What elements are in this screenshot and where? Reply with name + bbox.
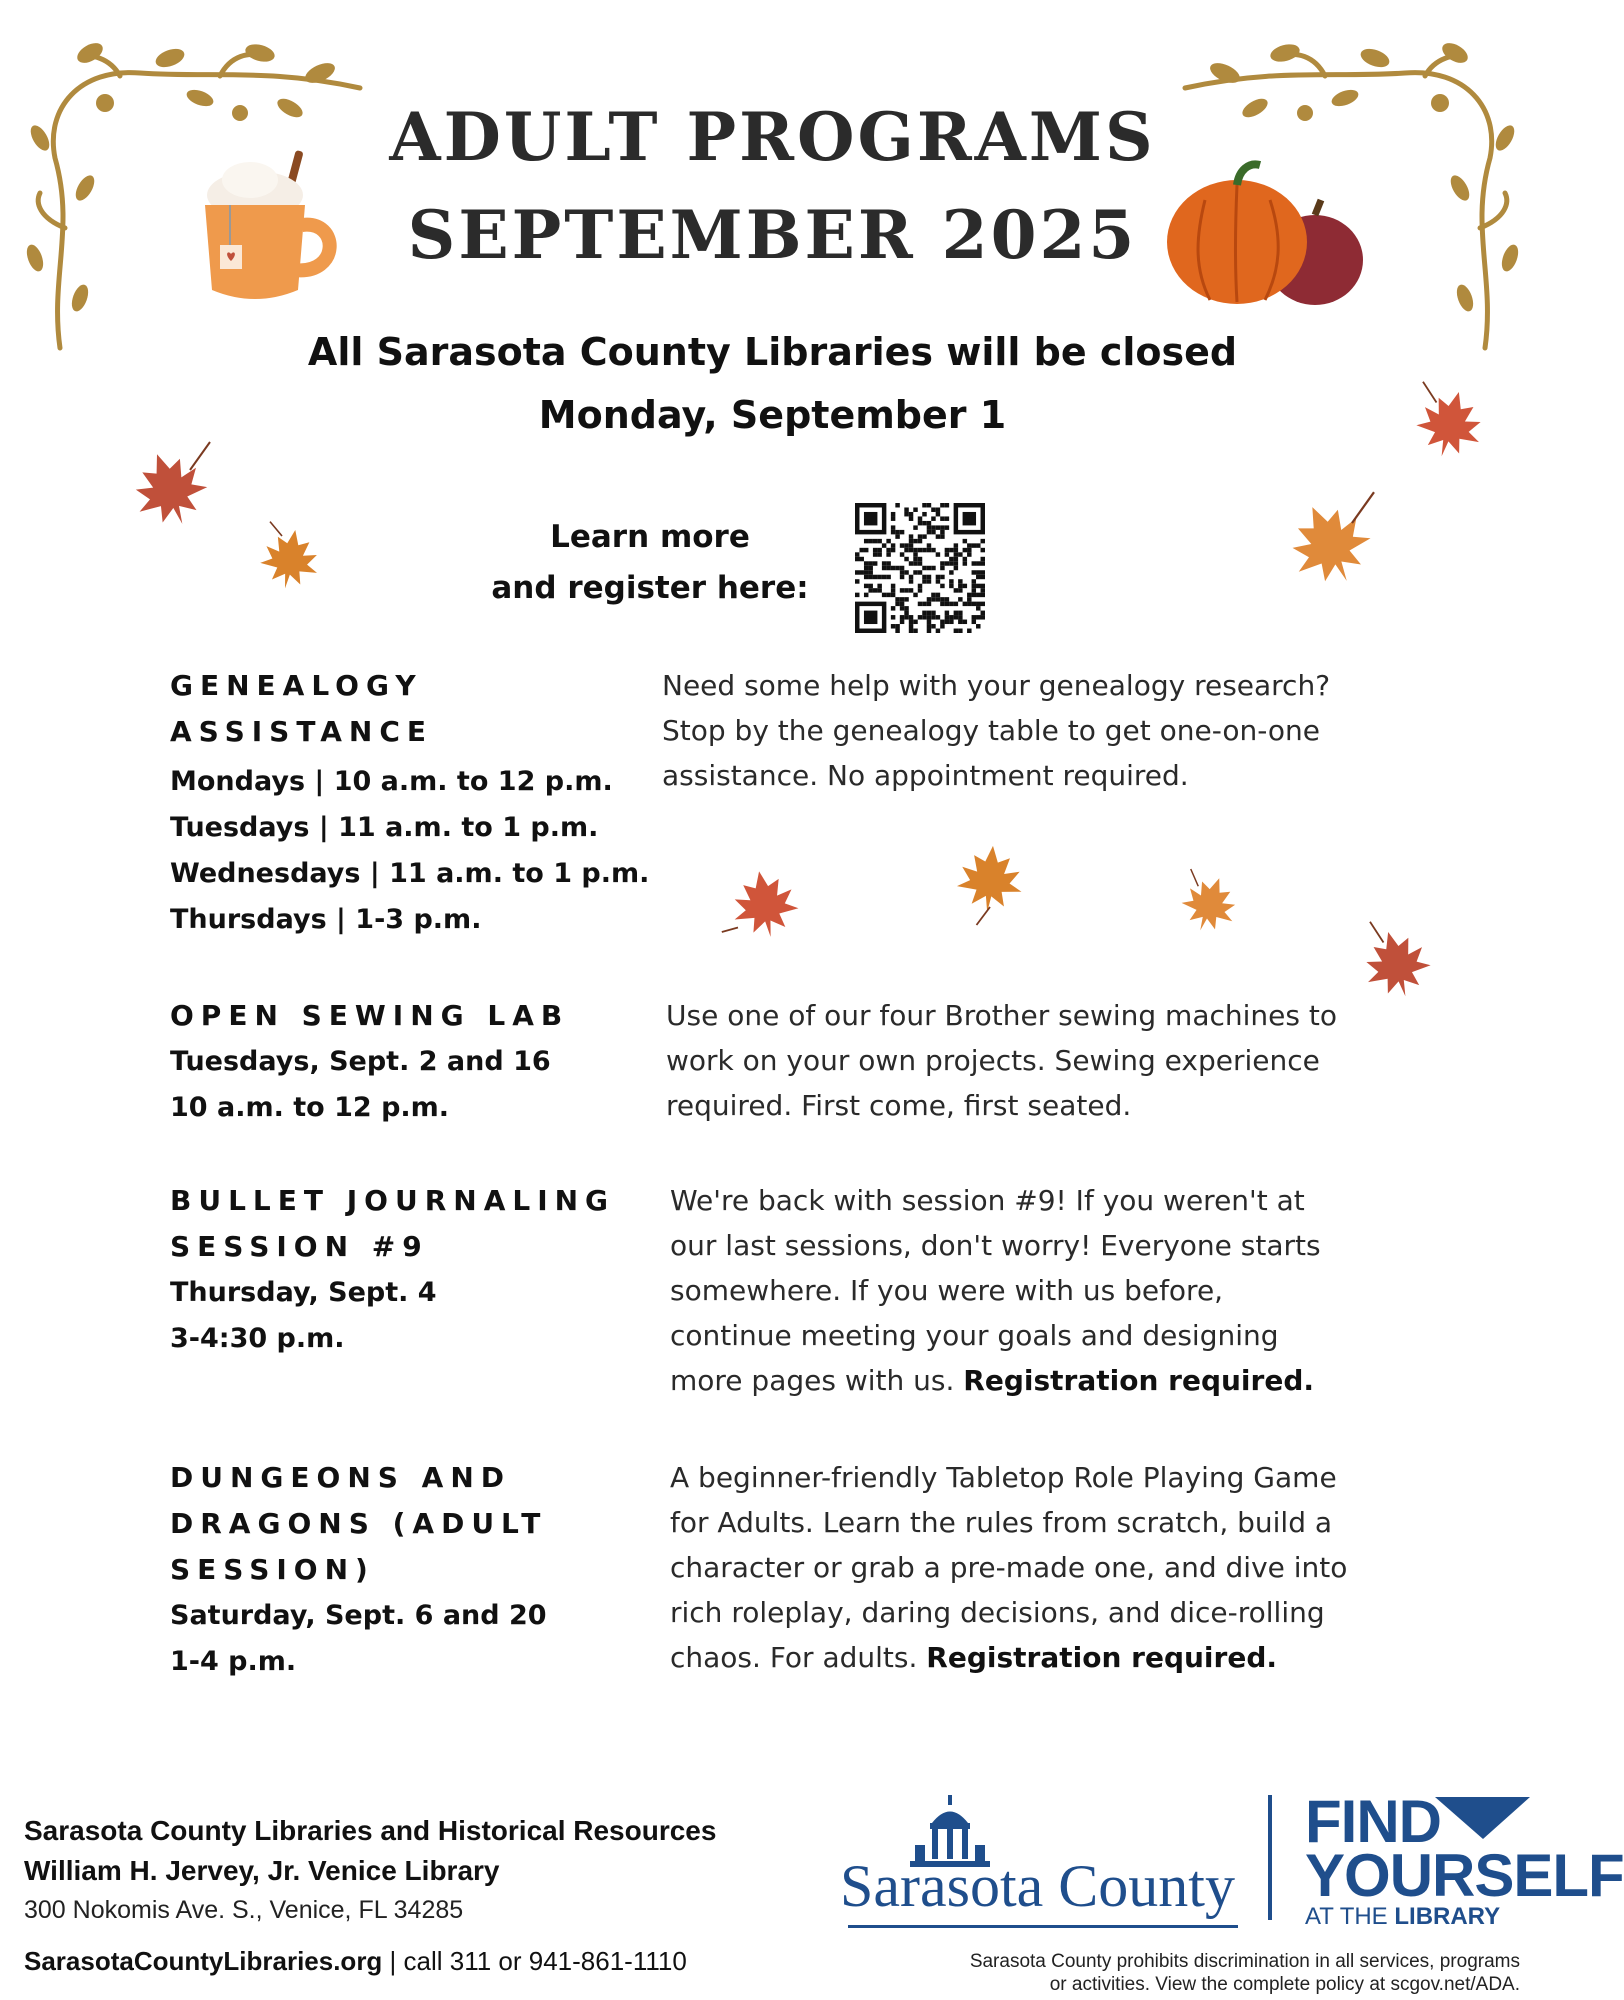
- program-time: Thursdays | 1-3 p.m.: [170, 904, 482, 935]
- maple-leaf-icon: [250, 520, 330, 600]
- page-title-line1: ADULT PROGRAMS: [389, 98, 1156, 176]
- program-times-dnd: [0, 1593, 547, 1685]
- find-yourself-logo: [1305, 1788, 1624, 1931]
- program-desc-bullet-journal: [670, 1178, 1330, 1403]
- closure-notice-line1: All Sarasota County Libraries will be closed: [307, 330, 1238, 374]
- disclaimer-line2[interactable]: or activities. View the complete policy at scgov.net/ADA.: [1049, 1974, 1520, 1995]
- maple-leaf-icon: [1352, 920, 1442, 1010]
- footer-library-name: William H. Jervey, Jr. Venice Library: [24, 1855, 500, 1886]
- registration-required: Registration required.: [963, 1364, 1314, 1397]
- program-desc-text: A beginner-friendly Tabletop Role Playing Game for Adults. Learn the rules from scratch, build a character or grab a pre-made one, and dive into rich roleplay, daring decisions, and dice-rolling chaos. For adults.: [670, 1461, 1348, 1674]
- maple-leaf-icon: [720, 860, 810, 950]
- closure-notice-line2: Monday, September 1: [538, 393, 1007, 437]
- qr-code-icon[interactable]: [855, 503, 985, 633]
- program-times-genealogy: [0, 759, 650, 943]
- program-times-bullet-journal: [0, 1270, 480, 1362]
- program-time: Tuesdays | 11 a.m. to 1 p.m.: [170, 812, 599, 843]
- county-logo-text: Sarasota County: [840, 1853, 1235, 1919]
- page-title-line2: SEPTEMBER 2025: [407, 196, 1138, 274]
- footer-phone: | call 311 or 941-861-1110: [382, 1946, 687, 1976]
- registration-required: Registration required.: [926, 1641, 1277, 1674]
- disclaimer-line1: Sarasota County prohibits discrimination in all services, programs: [969, 1951, 1520, 1972]
- ada-disclaimer: [900, 1950, 1520, 1996]
- program-title-bullet-journal: BULLET JOURNALING SESSION #9: [170, 1184, 616, 1263]
- county-logo-underline: [848, 1925, 1238, 1928]
- register-line1: Learn more: [550, 519, 750, 555]
- program-desc-sewing: Use one of our four Brother sewing machines to work on your own projects. Sewing experience required. First come, first seated.: [666, 999, 1337, 1122]
- footer-org-name: Sarasota County Libraries and Historical Resources: [24, 1815, 717, 1846]
- program-title-sewing: OPEN SEWING LAB: [170, 999, 570, 1032]
- maple-leaf-icon: [1172, 865, 1247, 945]
- register-prompt: [430, 512, 870, 614]
- program-time: 1-4 p.m.: [170, 1646, 297, 1677]
- register-line2: and register here:: [491, 570, 809, 606]
- find-yourself-line1: FIND: [1305, 1788, 1441, 1855]
- footer-contact: [24, 1946, 687, 1977]
- program-time: Saturday, Sept. 6 and 20: [170, 1600, 547, 1631]
- program-times-sewing: [0, 1039, 551, 1131]
- library-text: LIBRARY: [1394, 1903, 1501, 1930]
- program-time: Tuesdays, Sept. 2 and 16: [170, 1046, 551, 1077]
- footer-divider: [1268, 1795, 1272, 1920]
- program-title-dnd: DUNGEONS AND DRAGONS (ADULT SESSION): [170, 1461, 548, 1586]
- program-desc-text: We're back with session #9! If you weren't at our last sessions, don't worry! Everyone starts somewhere. If you were with us before, continue meeting your goals and designing more pages with us.: [670, 1184, 1321, 1397]
- program-time: Mondays | 10 a.m. to 12 p.m.: [170, 766, 613, 797]
- program-title-genealogy: GENEALOGY ASSISTANCE: [170, 669, 434, 748]
- maple-leaf-icon: [120, 440, 220, 540]
- find-yourself-line2: YOURSELF: [1305, 1842, 1624, 1909]
- maple-leaf-icon: [945, 830, 1035, 930]
- program-time: Thursday, Sept. 4: [170, 1277, 437, 1308]
- footer-website-link[interactable]: SarasotaCountyLibraries.org: [24, 1946, 383, 1976]
- maple-leaf-icon: [1275, 490, 1385, 600]
- program-time: 3-4:30 p.m.: [170, 1323, 345, 1354]
- program-desc-genealogy: Need some help with your genealogy research? Stop by the genealogy table to get one-on-one assistance. No appointment required.: [662, 669, 1331, 792]
- program-time: 10 a.m. to 12 p.m.: [170, 1092, 450, 1123]
- program-desc-dnd: [670, 1455, 1370, 1680]
- at-the-text: AT THE: [1305, 1903, 1395, 1930]
- book-triangle-icon: [1435, 1797, 1530, 1842]
- footer-address: 300 Nokomis Ave. S., Venice, FL 34285: [24, 1896, 464, 1924]
- program-time: Wednesdays | 11 a.m. to 1 p.m.: [170, 858, 650, 889]
